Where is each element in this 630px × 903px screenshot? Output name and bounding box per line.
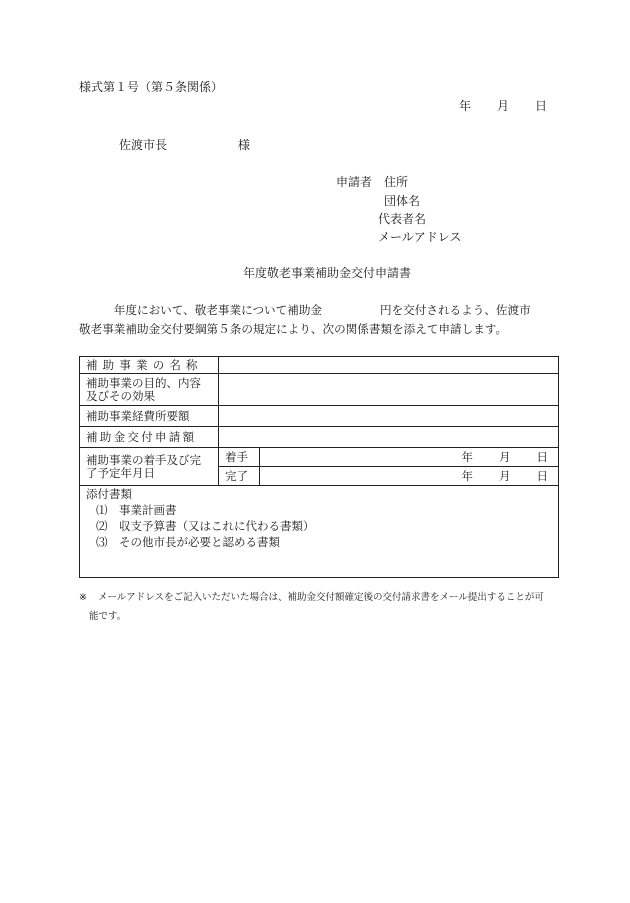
table-row [80, 357, 559, 374]
grant-amount-field[interactable] [219, 427, 559, 448]
date-day-label: 日 [535, 99, 548, 113]
body-text-line1: 年度において、敬老事業について補助金 円を交付されるよう、佐渡市 [79, 303, 531, 317]
note-mark: ※ [79, 592, 87, 603]
date-year-label: 年 [459, 99, 472, 113]
applicant-address-label: 住所 [384, 175, 409, 189]
project-name-label: 補助事業の名称 [80, 357, 219, 374]
start-date-field[interactable] [260, 448, 559, 467]
start-year-label: 年 [461, 449, 473, 464]
project-name-field[interactable] [219, 357, 559, 374]
table-row [80, 406, 559, 427]
purpose-field[interactable] [219, 374, 559, 406]
application-form-table [79, 356, 559, 578]
note-line2: 能です。 [89, 611, 127, 622]
applicant-email-label: メールアドレス [378, 230, 462, 244]
finish-day-label: 日 [536, 468, 548, 483]
start-month-label: 月 [499, 449, 511, 464]
grant-amount-label: 補助金交付申請額 [80, 427, 219, 448]
table-row [80, 486, 559, 578]
body-text-line2: 敬老事業補助金交付要綱第５条の規定により、次の関係書類を添えて申請します。 [79, 322, 508, 336]
finish-year-label: 年 [461, 468, 473, 483]
addressee-name: 佐渡市長 [119, 138, 168, 152]
finish-date-field[interactable] [260, 467, 559, 486]
table-row [80, 427, 559, 448]
note-line1: メールアドレスをご記入いただいた場合は、補助金交付額確定後の交付請求書をメール提出することが可 [98, 592, 544, 603]
attachment-item-1: ⑴ 事業計画書 [96, 503, 177, 517]
applicant-group-name-label: 団体名 [384, 194, 421, 208]
required-cost-field[interactable] [219, 406, 559, 427]
applicant-representative-label: 代表者名 [378, 212, 427, 226]
attachment-item-3: ⑶ その他市長が必要と認める書類 [96, 535, 280, 549]
finish-month-label: 月 [499, 468, 511, 483]
table-row [80, 448, 559, 467]
start-day-label: 日 [536, 449, 548, 464]
date-month-label: 月 [497, 99, 510, 113]
document-title: 年度敬老事業補助金交付申請書 [243, 266, 412, 280]
attachments-title: 添付書類 [86, 487, 132, 501]
table-row [80, 374, 559, 406]
addressee-honorific: 様 [238, 138, 251, 152]
purpose-label: 補助事業の目的、内容 及びその効果 [80, 374, 219, 406]
form-number: 様式第１号（第５条関係） [79, 80, 224, 94]
attachment-item-2: ⑵ 収支予算書（又はこれに代わる書類） [96, 519, 315, 533]
applicant-label: 申請者 [336, 175, 373, 189]
start-label: 着手 [219, 448, 260, 467]
required-cost-label: 補助事業経費所要額 [80, 406, 219, 427]
attachments-cell [80, 486, 559, 578]
finish-label: 完了 [219, 467, 260, 486]
schedule-label: 補助事業の着手及び完 了予定年月日 [80, 448, 219, 486]
